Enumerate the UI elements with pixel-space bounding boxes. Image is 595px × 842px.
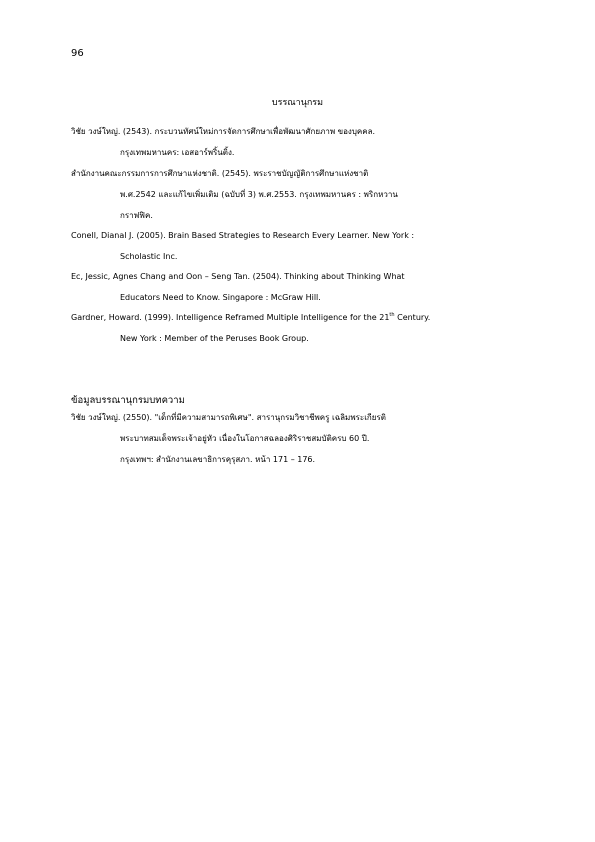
reference-text: Century.: [394, 313, 431, 322]
reference-entry: [71, 272, 531, 303]
reference-line: กรุงเทพมหานคร: เอสอาร์พริ้นติ้ง.: [120, 148, 235, 157]
reference-line: กราฟฟิค.: [120, 211, 153, 220]
reference-entry: [71, 231, 531, 262]
reference-line: พ.ศ.2542 และแก้ไขเพิ่มเติม (ฉบับที่ 3) พ.ศ.2553. กรุงเทพมหานคร : พริกหวาน: [120, 190, 398, 199]
reference-line: วิชัย วงษ์ใหญ่. (2550). "เด็กที่มีความสามารถพิเศษ". สารานุกรมวิชาชีพครู เฉลิมพระเกียรติ: [71, 413, 386, 422]
page-number: 96: [71, 48, 84, 59]
reference-line: วิชัย วงษ์ใหญ่. (2543). กระบวนทัศน์ใหม่การจัดการศึกษาเพื่อพัฒนาศักยภาพ ของบุคคล.: [71, 127, 376, 136]
reference-line: Ec, Jessic, Agnes Chang and Oon – Seng Tan. (2504). Thinking about Thinking What: [71, 272, 405, 281]
reference-entry: [71, 413, 531, 465]
reference-line: New York : Member of the Peruses Book Group.: [120, 334, 309, 343]
reference-entry: [71, 313, 531, 344]
superscript: th: [389, 312, 395, 318]
reference-line: Educators Need to Know. Singapore : McGraw Hill.: [120, 293, 321, 302]
page-title: บรรณานุกรม: [271, 98, 324, 108]
references-section: [71, 127, 531, 344]
article-heading: ข้อมูลบรรณานุกรมบทความ: [71, 395, 185, 406]
reference-line: [71, 313, 531, 323]
reference-text: Gardner, Howard. (1999). Intelligence Reframed Multiple Intelligence for the 21: [71, 313, 390, 322]
reference-line: Scholastic Inc.: [120, 252, 178, 261]
reference-line: สำนักงานคณะกรรมการการศึกษาแห่งชาติ. (2545). พระราชบัญญัติการศึกษาแห่งชาติ: [71, 169, 369, 178]
reference-line: กรุงเทพฯ: สำนักงานเลขาธิการคุรุสภา. หน้า 171 – 176.: [120, 455, 316, 464]
reference-entry: [71, 127, 531, 158]
reference-entry: [71, 169, 531, 221]
article-section: [71, 413, 531, 465]
reference-line: Conell, Dianal J. (2005). Brain Based Strategies to Research Every Learner. New York :: [71, 231, 415, 240]
reference-line: พระบาทสมเด็จพระเจ้าอยู่หัว เนื่องในโอกาสฉลองศิริราชสมบัติครบ 60 ปี.: [120, 434, 370, 443]
